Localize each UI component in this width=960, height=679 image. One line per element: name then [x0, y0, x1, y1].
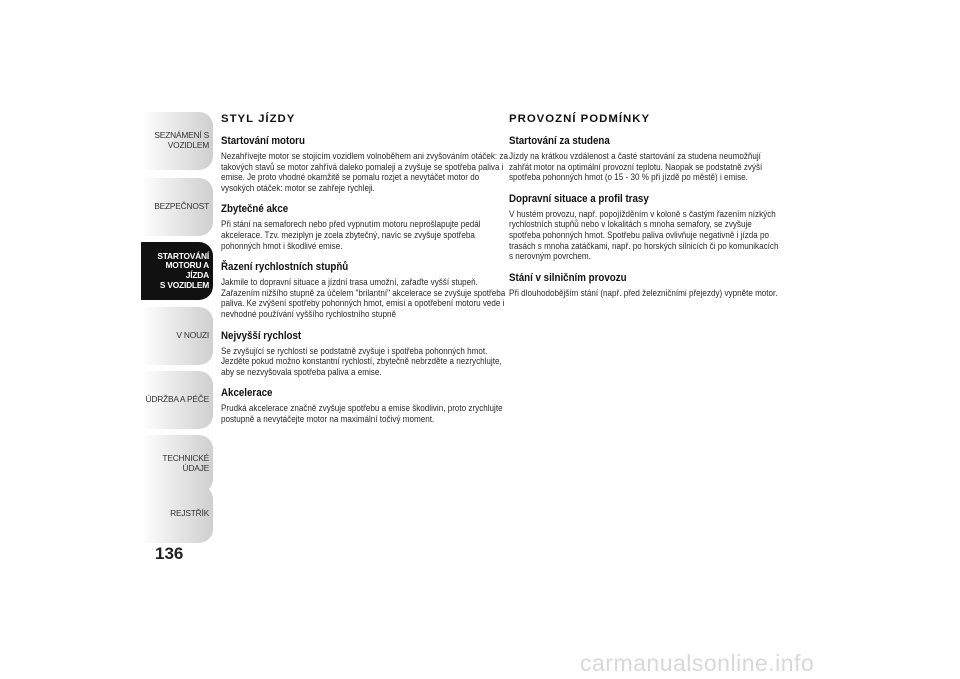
section-startovani-za-studena	[509, 135, 784, 183]
section-razeni-rychlostnich-stupnu	[221, 261, 511, 319]
paragraph: Při stání na semaforech nebo před vypnutím motoru neprošlapujte pedál akcelerace. Tzv. meziplyn je zcela zbytečný, navíc se zvyšuje spotřeba pohonných hmot i škodlivé emise.	[221, 219, 481, 251]
tab-udrzba-a-pece[interactable]: ÚDRŽBA A PÉČE	[141, 371, 213, 429]
section-dopravni-situace	[509, 193, 784, 262]
tab-startovani-motoru[interactable]: STARTOVÁNÍ MOTORU A JÍZDA S VOZIDLEM	[141, 242, 213, 300]
paragraph: Jakmile to dopravní situace a jízdní trasa umožní, zařaďte vyšší stupeň. Zařazením nižšího stupně za účelem "brilantní" akcelerace se zvyšuje spotřeba paliva. Ke zvýšení spotřeby pohonných hmot, emisí a opotřebení motoru vede i nevhodné používání vyššího rychlostního stupně	[221, 277, 506, 319]
section-stani-v-silnicnim-provozu	[509, 272, 784, 299]
paragraph: Se zvyšující se rychlostí se podstatně zvyšuje i spotřeba pohonných hmot. Jezděte pokud možno konstantní rychlostí, zbytečně nebrzděte a nezrychlujte, aby se nezvyšovala spotřeba paliva a emise.	[221, 345, 502, 377]
subheading: Stání v silničním provozu	[509, 271, 627, 284]
section-zbytecne-akce	[221, 203, 511, 251]
paragraph: Nezahřívejte motor se stojícím vozidlem volnoběhem ani zvyšováním otáček: za takových stavů se motor zahřívá daleko pomaleji a zvyšuje se spotřeba paliva i emise. Je proto vhodné okamžitě se pomalu rozjet a nevytáčet motor do vysokých otáček: motor se zahřeje rychleji.	[221, 151, 508, 193]
right-column	[509, 113, 784, 308]
subheading: Řazení rychlostních stupňů	[221, 261, 349, 274]
tab-seznameni-s-vozidlem[interactable]: SEZNÁMENÍ S VOZIDLEM	[141, 112, 213, 170]
subheading: Startování motoru	[221, 135, 305, 147]
watermark: carmanualsonline.info	[580, 650, 815, 676]
subheading: Zbytečné akce	[221, 203, 289, 216]
paragraph: V hustém provozu, např. popojížděním v koloně s častým řazením nízkých rychlostních stupňů nebo v lokalitách s mnoha semafory, se zvyšuje spotřeba pohonných hmot. Spotřebu paliva ovlivňuje negativně i jízda po trasách s mnoha zatáčkami, např. po horských silnicích či po komunikacích s nerovným povrchem.	[509, 208, 779, 262]
subheading: Startování za studena	[509, 135, 610, 147]
tab-v-nouzi[interactable]: V NOUZI	[141, 307, 213, 365]
section-heading-styl-jizdy: STYL JÍZDY	[221, 113, 296, 125]
page-number: 136	[155, 544, 184, 563]
tab-technicke-udaje[interactable]: TECHNICKÉ ÚDAJE	[141, 435, 213, 493]
section-startovani-motoru	[221, 135, 511, 193]
section-heading-provozni-podminky: PROVOZNÍ PODMÍNKY	[509, 113, 651, 125]
tab-rejstrik[interactable]: REJSTŘÍK	[141, 485, 213, 543]
tab-bezpecnost[interactable]: BEZPEČNOST	[141, 178, 213, 236]
paragraph: Prudká akcelerace značně zvyšuje spotřebu a emise škodlivin, proto zrychlujte postupně a nevytáčejte motor na maximální točivý moment.	[221, 403, 503, 424]
paragraph: Při dlouhodobějším stání (např. před železničními přejezdy) vypněte motor.	[509, 287, 778, 298]
left-column	[221, 113, 511, 435]
subheading: Dopravní situace a profil trasy	[509, 192, 649, 205]
subheading: Nejvyšší rychlost	[221, 329, 302, 342]
section-nejvyssi-rychlost	[221, 330, 511, 378]
paragraph: Jízdy na krátkou vzdálenost a časté startování za studena neumožňují zahřát motor na optimální provozní teplotu. Naopak se podstatně zvýší spotřeba pohonných hmot (o 15 - 30 % při jízdě po městě) i emise.	[509, 151, 763, 183]
section-akcelerace	[221, 387, 511, 424]
subheading: Akcelerace	[221, 387, 273, 400]
